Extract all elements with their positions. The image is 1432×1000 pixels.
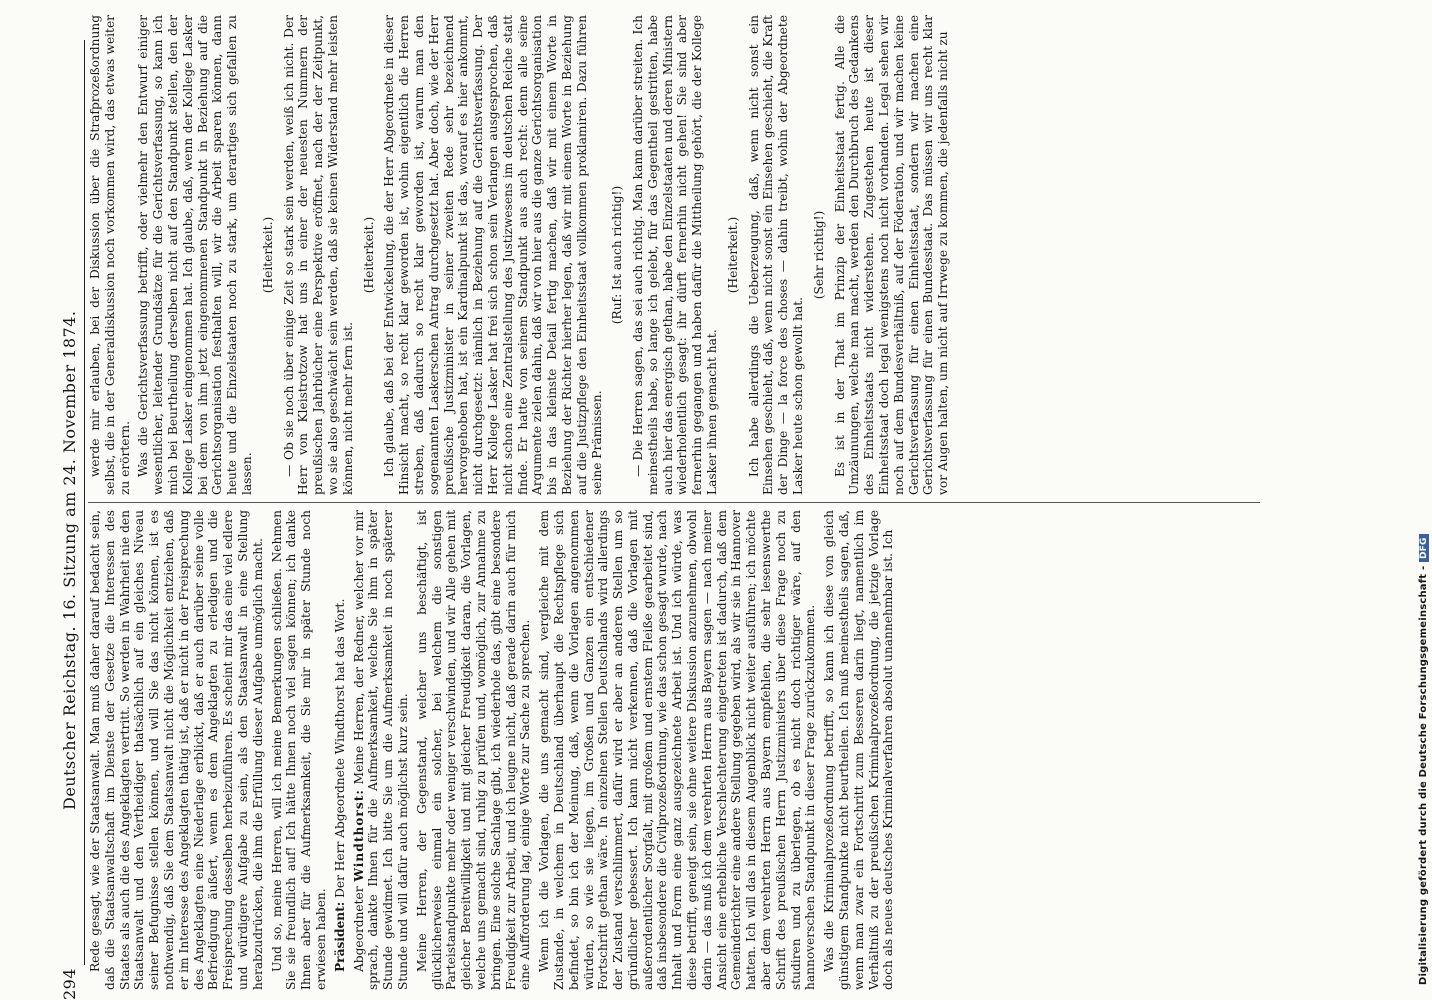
left-column [88,510,1260,990]
credit-text: Digitalisierung gefördert durch die Deutsche Forschungsgemeinschaft - [1418,562,1429,985]
right-paragraph-6: Ich habe allerdings die Ueberzeugung, daß, wenn nicht sonst ein Einsehen geschieht, daß, wenn nicht sonst ein Einsehen geschieht, die Kraft der Dinge — la force des choses — dahin treibt, wohin der Abgeordnete Lasker heute schon gewollt hat. [746,15,806,495]
header-rule [84,40,85,965]
stage-direction-2: (Heiterkeit.) [361,216,376,294]
president-remark [333,510,348,990]
speaker-prefix: Abgeordneter [351,886,366,972]
running-header: Deutscher Reichstag. 16. Sitzung am 24. November 1874. [60,310,79,810]
digitization-credit [1418,534,1429,985]
page-number: 294 [60,967,79,1000]
right-paragraph-1: werde mir erlauben, bei der Diskussion über die Strafprozeßordnung selbst, die in der Generaldiskussion noch vorkommen wird, das etwas weiter zu erörtern. [88,15,132,495]
column-divider [88,502,1260,503]
stage-direction-4: (Heiterkeit.) [725,216,740,294]
stage-direction-3: (Ruf: Ist auch richtig!) [610,185,625,325]
right-paragraph-7: Es ist in der That im Prinzip der Einheitsstaat fertig. Alle die Umzäunungen, welche man macht, werden den Durchbruch des Gedankens des Einheitsstaats nicht widerstehen. Zugestehen heute ist dieser Einheitsstaat doch legal wenigstens noch nicht vorhanden. Legal sehen wir noch auf dem Bundesverhältniß, auf der Föderation, und wir machen keine Gerichtsverfassung für einen Einheitsstaat, sondern wir machen eine Gerichtsverfassung für einen Bundesstaat. Das müssen wir uns recht klar vor Augen halten, um nicht auf Irrwege zu kommen, die jedenfalls nicht zu [832,15,951,495]
stage-direction-1: (Heiterkeit.) [260,216,275,294]
left-paragraph-2: Und so, meine Herren, will ich meine Bemerkungen schließen. Nehmen Sie sie freundlich auf! Ich hätte Ihnen noch viel sagen können; ich danke Ihnen aber für die Aufmerksamkeit, die Sie mir in später Stunde noch erwiesen haben. [269,510,328,990]
right-paragraph-4: Ich glaube, daß bei der Entwickelung, die der Herr Abgeordnete in dieser Hinsicht macht, so recht klar geworden ist, wohin eigentlich die Herren streben, daß dadurch so recht klar geworden ist, warum man den sogenannten Laskerschen Antrag durchgesetzt hat. Aber doch, wie der Herr preußische Justizminister in seiner zweiten Rede sehr bezeichnend hervorgehoben hat, ist ein Kardinalpunkt ist das, worauf es hier ankommt, nicht durchgesetzt: nämlich in Beziehung auf die Gerichtsverfassung. Der Herr Kollege Lasker hat frei sich schon sein Verlangen ausgesprochen, daß nicht schon eine Zentralstellung des Justizwesens im deutschen Reiche statt finde. Er hatte von seinem Standpunkt aus auch recht: denn alle seine Argumente zielen dahin, daß wir von hier aus die ganze Gerichtsorganisation bis in das kleinste Detail fertig machen, daß wir mit einem Worte in Beziehung der Richter hierher legen, daß wir mit einem Worte in Beziehung auf die Justizpflege den Einheitsstaat vollkommen proklamiren. Dazu führen seine Prämissen. [382,15,604,495]
speaker-name: Windthorst: [351,789,366,882]
president-text: Der Herr Abgeordnete Windthorst hat das Wort. [332,598,347,898]
speech-paragraph-3: Wenn ich die Vorlagen, die uns gemacht sind, vergleiche mit dem Zustande, in welchem in Deutschland überhaupt die Rechtspflege sich befindet, so bin ich der Meinung, daß, wenn die Vorlagen angenommen würden, so wie sie liegen, im Großen und Ganzen ein entschiedener Fortschritt gethan wäre. In einzelnen Stellen Deutschlands wird allerdings der Zustand verschlimmert, dafür wird er aber an anderen Stellen um so gründlicher gebessert. Ich kann nicht verkennen, daß die Vorlagen mit außerordentlicher Sorgfalt, mit großem und ernstem Fleiße gearbeitet sind, daß insbesondere die Civilprozeßordnung, wie das schon gesagt wurde, nach Inhalt und Form eine ganz ausgezeichnete Arbeit ist. Und ich würde, was diese betrifft, geneigt sein, sie ohne weitere Diskussion anzunehmen, obwohl darin — das muß ich dem verehrten Herrn aus Bayern sagen — nach meiner Ansicht eine erhebliche Verschlechterung eingetreten ist dadurch, daß dem Gemeinderichter eine andere Stellung gegeben wird, als wir sie in Hannover hatten. Ich will das in diesem Augenblick nicht weiter ausführen; ich möchte aber dem verehrten Herrn aus Bayern empfehlen, die sehr lesenswerthe Schrift des preußischen Herrn Justizministers über diese Frage noch zu studiren und zu überlegen, ob es nicht doch richtiger wäre, auf den hannoverschen Standpunkt in dieser Frage zurückzukommen. [537,510,818,990]
speech-paragraph-1: Meine Herren, der Redner, welcher vor mir sprach, dankte Ihnen für die Aufmerksamkeit, welche Sie ihm in später Stunde gewidmet. Ich bitte Sie um die Aufmerksamkeit in noch späterer Stunde und will dafür auch möglichst kurz sein. [351,510,410,990]
speech-paragraph-4: Was die Kriminalprozeßordnung betrifft, so kann ich diese von gleich günstigem Standpunkte nicht beurtheilen. Ich muß meinestheils sagen, daß, wenn man zwar ein Fortschritt zum Besseren darin liegt, namentlich im Verhältniß zu der preußischen Kriminalprozeßordnung, die jetzige Vorlage doch als neues deutsches Kriminalverfahren absolut unannehmbar ist. Ich [822,510,896,990]
stage-direction-5: (Sehr richtig!) [811,210,826,300]
president-label: Präsident: [332,901,347,972]
left-paragraph-1: Rede gesagt, wie der Staatsanwalt. Man muß daher darauf bedacht sein, daß die Staatsanwaltschaft im Dienste der Gesetze die Interessen des Staates als auch die des Angeklagten vertritt. So werden in Wahrheit nie den Staatsanwalt und den Vertheidiger thatsächlich auf ein gleiches Niveau seiner Befugnisse stellen können, und will Sie das nicht können, ist es nothwendig, daß Sie dem Staatsanwalt nicht die Möglichkeit entziehen, daß er im Interesse des Angeklagten thätig ist, daß er nicht in der Freisprechung des Angeklagten eine Niederlage erblickt, daß er auch darüber seine volle Befriedigung äußert, wenn es dem Angeklagten zu erledigen und die Freisprechung desselben herbeizuführen. Es scheint mir das eine viel edlere und würdigere Aufgabe zu sein, als den Staatsanwalt in eine Stellung herabzudrücken, die ihm die Erfüllung dieser Aufgabe unmöglich macht. [88,510,265,990]
speech-paragraph-2: Meine Herren, der Gegenstand, welcher uns beschäftigt, ist glücklicherweise einmal ein solcher, bei welchem die sonstigen Parteistandpunkte mehr oder weniger verschwinden, und wir Alle gehen mit gleicher Bereitwilligkeit und mit gleicher Freudigkeit daran, die Vorlagen, welche uns gemacht sind, ruhig zu prüfen und, womöglich, zur Annahme zu bringen. Eine solche Sachlage gibt, ich wiederhole das, gibt eine besondere Freudigkeit zur Arbeit, und ich leugne nicht, daß gerade darin auch für mich eine Aufforderung lag, einige Worte zur Sache zu sprechen. [414,510,533,990]
dfg-logo: DFG [1419,534,1429,562]
speaker-intro [352,510,411,990]
right-paragraph-3: — Ob sie noch über einige Zeit so stark sein werden, weiß ich nicht. Der Herr von Kleistrotzow hat uns in einer der neuesten Nummern der preußischen Jahrbücher eine Perspektive eröffnet, nach der der Zeitpunkt, wo sie also geschwächt sein werden, daß sie keinen Widerstand mehr leisten können, nicht mehr fern ist. [281,15,355,495]
right-column [88,15,1260,495]
right-paragraph-5: — Die Herren sagen, das sei auch richtig. Man kann darüber streiten. Ich meinestheils habe, so lange ich gelebt, für das Gegentheil gestritten, habe auch hier das energisch gethan, habe den Einzelstaaten und deren Ministern wiederholentlich gesagt: ihr dürft fernerhin nicht gehen! Sie sind aber fernerhin gegangen und haben dafür die Mittheilung gehört, die der Kollege Lasker ihnen gemacht hat. [631,15,720,495]
right-paragraph-2: Was die Gerichtsverfassung betrifft, oder vielmehr den Entwurf einiger wesentlicher, leitender Grundsätze für die Gerichtsverfassung, so kann ich mich bei Beurtheilung derselben nicht auf den Standpunkt stellen, den der Kollege Lasker eingenommen hat. Ich glaube, daß, wenn der Kollege Lasker bei dem von ihm jetzt eingenommenen Standpunkt in Beziehung auf die Gerichtsorganisation festhalten will, wir die Arbeit sparen können, dann heute und die Einzelstaaten noch zu stark, um derartiges sich gefallen zu lassen. [136,15,254,495]
